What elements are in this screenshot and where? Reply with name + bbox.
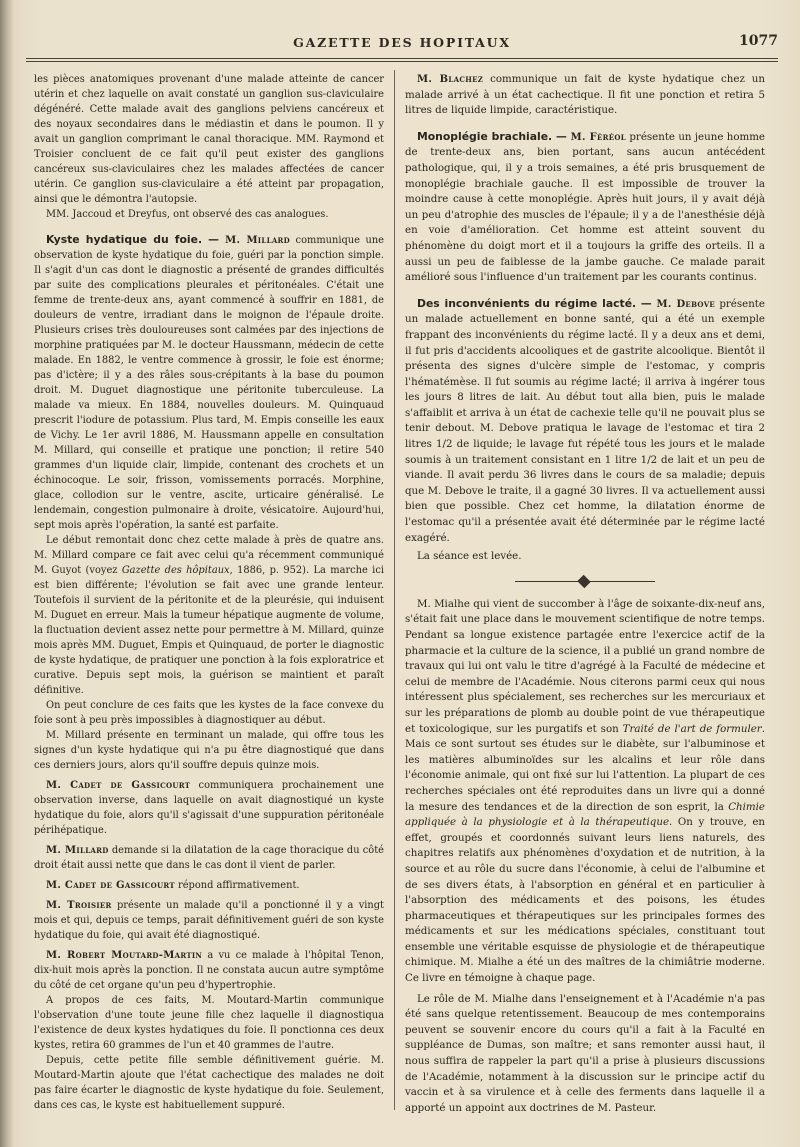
citation: Traité de l'art de formuler: [622, 722, 762, 735]
section-kyste-hydatique: [34, 232, 384, 533]
speaker-name: M. Blachez: [417, 74, 484, 85]
paragraph-cadet: [34, 778, 384, 838]
speaker-name: M. Millard: [225, 235, 291, 246]
paragraph-text: répond affirmativement.: [174, 880, 300, 891]
paragraph-text: communique une observation de kyste hydatique du foie, guéri par la ponction simple. Il s'agit d'un cas dont le diagnostic a présenté de grandes difficultés par suite des complications pleurales et péritonéales. C'était une femme de trente-deux ans, ayant commencé à souffrir en 1881, de douleurs de ventre, irradiant dans le moignon de l'épaule droite. Plusieurs crises très douloureuses sont calmées par des injections de morphine pratiquées par M. le docteur Haussmann, médecin de cette malade. En 1882, le ventre commence à grossir, le foie est énorme; pas d'ictère; il y a des râles sous-crépitants à la base du poumon droit. M. Duguet diagnostique une péritonite tuberculeuse. La malade va mieux. En 1884, nouvelles douleurs. M. Quinquaud prescrit l'iodure de potassium. Plus tard, M. Empis conseille les eaux de Vichy. Le 1er avril 1886, M. Haussmann appelle en consultation M. Millard, qui conseille et pratique une ponction; il retire 540 grammes d'un liquide clair, limpide, contenant des crochets et un échinocoque. Le soir, frisson, vomissements porracés. Morphine, glace, collodion sur le ventre, ascite, urticaire généralisé. Le lendemain, congestion pulmonaire à droite, vésicatoire. Aujourd'hui, sept mois après l'opération, la santé est parfaite.: [34, 235, 384, 531]
section-heading-regime-lacte: Des inconvénients du régime lacté. —: [417, 296, 657, 310]
speaker-name: M. Cadet de Gassicourt: [46, 880, 175, 891]
paragraph-cachectique: Depuis, cette petite fille semble définitivement guérie. M. Moutard-Martin ajoute que l'état cachectique des malades ne doit pas faire écarter le diagnostic de kyste hydatique du foie. Seulement, dans ces cas, le kyste est habituellement suppuré.: [34, 1055, 384, 1111]
paragraph-mialhe-role: Le rôle de M. Mialhe dans l'enseignement et à l'Académie n'a pas été sans quelque retentissement. Beaucoup de mes contemporains peuvent se souvenir encore du cours qu'il a fait à la Faculté en suppléance de Dumas, son maître; et sans remonter aussi haut, il nous suffira de rappeler la part qu'il a prise à plusieurs discussions de l'Académie, notamment à la discussion sur le principe actif du vaccin et à sa virulence et à celle des ferments dans laquelle il a apporté un appoint aux doctrines de M. Pasteur.: [405, 992, 765, 1114]
paragraph-text: demande si la dilatation de la cage thoracique du côté droit était aussi nette que dans le cas dont il vient de parler.: [34, 845, 384, 871]
speaker-name: M. Debove: [656, 298, 716, 310]
right-column: [405, 72, 765, 1116]
paragraph-text: communiquera prochainement une observation inverse, dans laquelle on avait diagnostiqué un kyste hydatique du foie, alors qu'il s'agissait d'une suppuration péritonéale périhépatique.: [34, 780, 384, 836]
paragraph-conclusion: On peut conclure de ces faits que les kystes de la face convexe du foie sont à peu près impossibles à diagnostiquer au début.: [34, 700, 384, 726]
left-column: [34, 72, 384, 1113]
section-monoplegie: [405, 129, 765, 286]
paragraph-text: a vu ce malade à l'hôpital Tenon, dix-huit mois après la ponction. Il ne constata aucun autre symptôme du côté de cet organe qu'un peu d'hypertrophie.: [34, 950, 385, 991]
paragraph-text: . Mais ce sont surtout ses études sur le diabète, sur l'albuminose et les matières albuminoïdes sur les alcalins et leur rôle dans l'économie animale, qui ont fixé sur lui l'attention. La plupart de ces recherches spéciales ont été reproduites dans un livre qui a donné la mesure des tendances et de la direction de son esprit, la: [405, 722, 765, 813]
paragraph-moutard-martin: [34, 948, 384, 993]
header-rule-double: [26, 61, 778, 62]
paragraph-jaccoud: MM. Jaccoud et Dreyfus, ont observé des cas analogues.: [46, 209, 329, 220]
running-head: [26, 33, 778, 53]
paragraph-cadet-reply: [34, 878, 384, 893]
paragraph-text: présente un malade actuellement en bonne santé, qui a été un exemple frappant des inconvénients du régime lacté. Il y a deux ans et demi, il fut pris d'accidents alcooliques et de gastrite alcoolique. Bientôt il présenta des signes d'ulcère simple de l'estomac, y compris l'hématémèse. Il fut soumis au régime lacté; il arriva à ingérer tous les jours 8 litres de lait. Au début tout alla bien, puis le malade s'affaiblit et arriva à un état de cachexie telle qu'il ne pouvait plus se tenir debout. M. Debove pratiqua le lavage de l'estomac et tira 2 litres 1/2 de liquide; le lavage fut répété tous les jours et le malade soumis à un traitement consistant en 1 litre 1/2 de lait et un peu de viande. Il avait perdu 36 livres dans le cours de sa maladie; depuis que M. Debove le traite, il a gagné 30 livres. Il va actuellement aussi bien que possible. Chez cet homme, la dilatation énorme de l'estomac qu'il a présentée avait été déterminée par le régime lacté exagéré.: [405, 297, 765, 544]
section-divider-ornament: [405, 573, 765, 591]
section-heading-monoplegie: Monoplégie brachiale. —: [417, 129, 571, 143]
speaker-name: M. Féréol: [570, 131, 627, 143]
paragraph-text: présente un malade qu'il a ponctionné il y a vingt mois et qui, depuis ce temps, parait définitivement guéri de son kyste hydatique du foie, qui avait été diagnostiqué.: [34, 900, 384, 941]
citation: Chimie appliquée à la physiologie et à la thérapeutique: [405, 800, 765, 829]
paragraph-text: M. Mialhe qui vient de succomber à l'âge de soixante-dix-neuf ans, s'était fait une place dans le mouvement scientifique de notre temps. Pendant sa longue existence partagée entre l'exercice actif de la pharmacie et la culture de la science, il a publié un grand nombre de travaux qui lui ont valu le titre d'agrégé à la Faculté de médecine et celui de membre de l'Académie. Nous citerons parmi ceux qui nous intéressent plus spécialement, ses recherches sur les mercuriaux et sur les préparations de plomb au double point de vue thérapeutique et toxicologique, sur les purgatifs et son: [405, 597, 765, 735]
paragraph-text: Le début remontait donc chez cette malade à près de quatre ans. M. Millard compare ce fait avec celui qu'a récemment communiqué M. Guyot (voyez: [34, 535, 384, 576]
paragraph-blachez: [405, 72, 765, 119]
seance-levee: La séance est levée.: [417, 550, 522, 563]
citation: Gazette des hôpitaux: [121, 565, 230, 576]
page-number: 1077: [739, 33, 778, 49]
section-heading-kyste: Kyste hydatique du foie. —: [46, 233, 226, 246]
paragraph-text: présente un jeune homme de trente-deux ans, bien portant, sans aucun antécédent pathologique, qui, il y a trois semaines, a été pris brusquement de monoplégie brachiale gauche. Il est impossible de trouver la moindre cause à cette monoplégie. Après huit jours, il y avait déjà un peu d'atrophie des muscles de l'épaule; il y a de l'anesthésie déjà en voie d'amélioration. Cet homme est atteint souvent du phénomène du doigt mort et il a toujours la griffe des orteils. Il a aussi un peu de faiblesse de la jambe gauche. Ce malade parait amélioré sous l'influence d'un traitement par les courants continus.: [405, 130, 765, 284]
speaker-name: M. Troisier: [46, 900, 112, 911]
journal-title: GAZETTE DES HOPITAUX: [293, 35, 511, 50]
paragraph-text: . On y trouve, en effet, groupés et coordonnés suivant leurs liens naturels, des chapitres relatifs aux phénomènes d'oxydation et de nutrition, à la source et au rôle du sucre dans l'économie, à celui de l'albumine et de ses divers états, à l'absorption en général et en particulier à l'absorption des médicaments et des poisons, les études pharmaceutiques et thérapeutiques sur les principales formes des médicaments et sur les médications spéciales, constituant tout ensemble une véritable esquisse de physiologie et de thérapeutique chimique. M. Mialhe a été un des maîtres de la chimiâtrie moderne. Ce livre en témoigne à chaque page.: [405, 816, 765, 985]
paragraph-text: , 1886, p. 952). La marche ici est bien différente; l'évolution se fait avec une grande lenteur. Toutefois il survient de la péritonite et de la pleurésie, qui induisent M. Duguet en erreur. Mais la tumeur hépatique augmente de volume, la fluctuation devient assez nette pour permettre à M. Millard, quinze mois après MM. Duguet, Empis et Quinquaud, de porter le diagnostic de kyste hydatique, de pratiquer une ponction à la fois exploratrice et curative. Depuis sept mois, la guérison se maintient et paraît définitive.: [34, 565, 384, 696]
paragraph-text: communique un fait de kyste hydatique chez un malade arrivé à un état cachectique. Il fit une ponction et retira 5 litres de liquide limpide, caractéristique.: [405, 73, 766, 117]
speaker-name: M. Robert Moutard-Martin: [46, 950, 203, 961]
speaker-name: M. Cadet de Gassicourt: [46, 780, 191, 791]
paragraph-troisier: [34, 898, 384, 943]
column-divider: [394, 70, 395, 1110]
section-regime-lacte: [405, 296, 765, 547]
paragraph-jeune-fille: A propos de ces faits, M. Moutard-Martin communique l'observation d'une toute jeune fille chez laquelle il diagnostiqua l'existence de deux kystes hydatiques du foie. Il ponctionna ces deux kystes, retira 60 grammes de l'un et 40 grammes de l'autre.: [34, 995, 384, 1051]
speaker-name: M. Millard: [46, 845, 109, 856]
paragraph-debut: [34, 533, 384, 698]
paragraph-cancer-uterin: les pièces anatomiques provenant d'une malade atteinte de cancer utérin et chez laquelle on avait constaté un ganglion sus-claviculaire dégénéré. Cette malade avait des ganglions pelviens cancéreux et des noyaux secondaires dans le médiastin et dans le poumon. Il y avait un ganglion comprimant le canal thoracique. MM. Raymond et Troisier concluent de ce fait qu'il peut exister des ganglions cancéreux sus-claviculaires chez les malades affectées de cancer utérin. Ce ganglion sus-claviculaire a été atteint par propagation, ainsi que le démontra l'autopsie.: [34, 74, 384, 205]
divider-diamond: [577, 575, 590, 588]
header-rule: [26, 58, 778, 59]
paragraph-millard-malade: M. Millard présente en terminant un malade, qui offre tous les signes d'un kyste hydatique qui n'a pu être diagnostiqué que dans ces derniers jours, alors qu'il souffre depuis quinze mois.: [34, 730, 384, 771]
paragraph-mialhe-obituary: [405, 597, 765, 987]
paragraph-millard-question: [34, 843, 384, 873]
